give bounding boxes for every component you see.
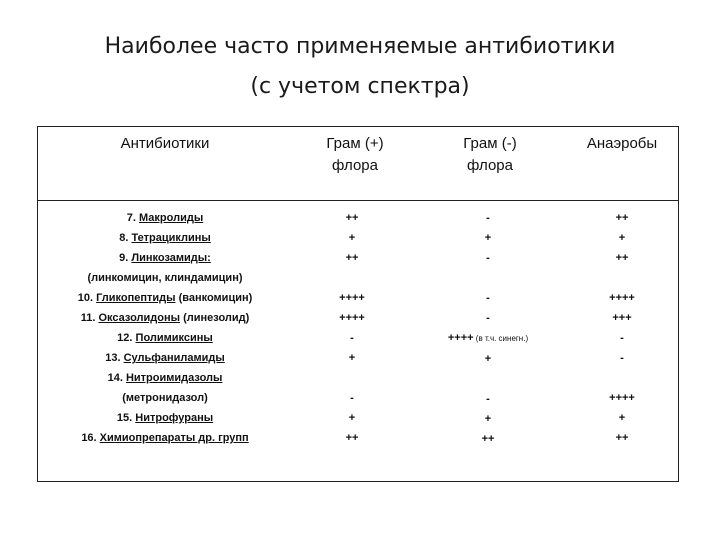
header-divider [37, 200, 679, 201]
drug-number: 10. [77, 292, 97, 304]
drug-row [40, 268, 290, 288]
spectrum-value: - [486, 292, 490, 304]
spectrum-value: ++ [615, 432, 629, 444]
drug-class-name: Химиопрепараты др. групп [99, 432, 249, 444]
drug-class-name: Макролиды [139, 212, 204, 224]
value-group [557, 288, 687, 368]
spectrum-value: ++ [481, 433, 495, 445]
drug-class-name: Гликопептиды [96, 292, 176, 304]
value-note: (в т.ч. синегн.) [473, 334, 529, 343]
drug-examples: (линкомицин, клиндамицин) [87, 272, 243, 284]
drug-number: 15. [116, 412, 136, 424]
spectrum-value: ++++ [609, 292, 635, 304]
spectrum-value: ++++ [339, 312, 365, 324]
spectrum-value: - [486, 212, 490, 224]
gram-negative-values [423, 208, 553, 449]
spectrum-value: - [486, 252, 490, 264]
spectrum-value: ++++ [609, 392, 635, 404]
value-group [423, 288, 553, 369]
drug-examples: (линезолид) [180, 312, 250, 324]
drug-row [40, 368, 290, 388]
drug-examples: (ванкомицин) [175, 292, 253, 304]
spectrum-value: + [348, 412, 356, 424]
spectrum-value: + [484, 232, 492, 244]
drug-number: 9. [119, 252, 132, 264]
drug-row [40, 388, 290, 408]
drug-number: 16. [81, 432, 100, 444]
drug-row [40, 228, 290, 248]
drug-class-name: Полимиксины [135, 332, 213, 344]
value-group [423, 389, 553, 449]
drug-row [40, 428, 290, 448]
drug-number: 11. [80, 312, 99, 324]
drug-list [40, 208, 290, 448]
spectrum-value: - [486, 393, 490, 405]
header-gram-negative: Грам (-) флора [463, 135, 517, 174]
anaerobe-values [557, 208, 687, 448]
spectrum-value: + [484, 353, 492, 365]
spectrum-value: + [484, 413, 492, 425]
drug-row [40, 408, 290, 428]
slide-title: Наиболее часто применяемые антибиотики [104, 34, 616, 59]
header-gram-positive: Грам (+) флора [326, 135, 384, 174]
header-antibiotics: Антибиотики [120, 135, 210, 152]
drug-class-name: Сульфаниламиды [123, 352, 225, 364]
value-group [287, 208, 417, 268]
drug-examples: (метронидазол) [122, 392, 208, 404]
drug-number: 14. [107, 372, 126, 384]
spectrum-value: - [486, 312, 490, 324]
drug-number: 12. [117, 332, 136, 344]
drug-row [40, 308, 290, 328]
spectrum-value: ++++ [339, 292, 365, 304]
drug-row [40, 208, 290, 228]
value-group [423, 208, 553, 268]
drug-class-name: Оксазолидоны [98, 312, 181, 324]
spectrum-value: + [618, 412, 626, 424]
drug-row [40, 348, 290, 368]
header-anaerobes: Анаэробы [586, 135, 658, 152]
spectrum-value: - [620, 352, 624, 364]
value-group [557, 388, 687, 448]
spectrum-value: ++ [615, 252, 629, 264]
spectrum-value: + [348, 232, 356, 244]
spectrum-value: - [350, 332, 354, 344]
slide-subtitle: (с учетом спектра) [250, 74, 470, 99]
drug-number: 13. [105, 352, 124, 364]
spectrum-value: ++ [615, 212, 629, 224]
drug-row [40, 288, 290, 308]
gram-positive-values [287, 208, 417, 448]
drug-number: 7. [126, 212, 139, 224]
spectrum-value: + [618, 232, 626, 244]
value-group [287, 388, 417, 448]
drug-class-name: Нитрофураны [135, 412, 214, 424]
spectrum-value: ++ [345, 252, 359, 264]
spectrum-value: ++ [345, 212, 359, 224]
spectrum-value: + [348, 352, 356, 364]
drug-class-name: Тетрациклины [131, 232, 211, 244]
spectrum-value: ++ [345, 432, 359, 444]
value-group [557, 208, 687, 268]
drug-row [40, 328, 290, 348]
drug-number: 8. [119, 232, 132, 244]
spectrum-value: +++ [612, 312, 632, 324]
drug-class-name: Линкозамиды: [131, 252, 211, 264]
spectrum-value: ++++ (в т.ч. синегн.) [447, 332, 529, 344]
value-group [287, 288, 417, 368]
spectrum-value: - [350, 392, 354, 404]
drug-class-name: Нитроимидазолы [125, 372, 223, 384]
drug-row [40, 248, 290, 268]
spectrum-value: - [620, 332, 624, 344]
